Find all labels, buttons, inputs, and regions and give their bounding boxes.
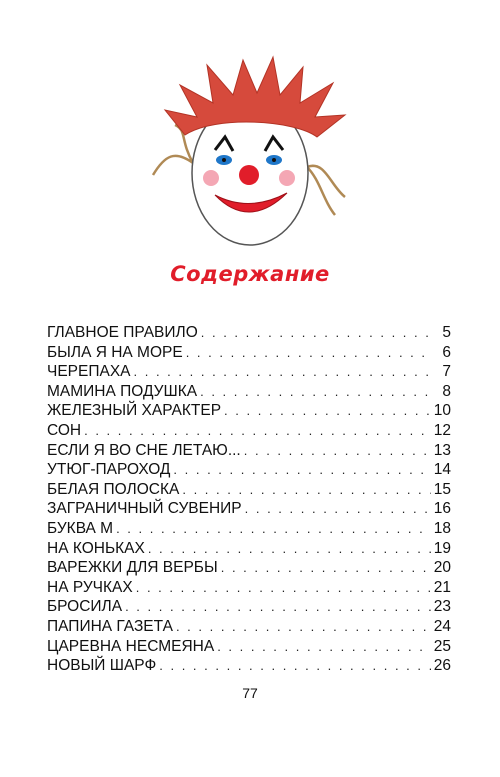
toc-entry-title: НОВЫЙ ШАРФ [47,657,157,675]
toc-leader-dots [173,462,430,477]
toc-entry-title: ЧЕРЕПАХА [47,363,131,381]
toc-entry-page: 21 [433,578,451,596]
toc-entry [47,598,451,618]
toc-entry-title: УТЮГ-ПАРОХОД [47,461,171,479]
toc-leader-dots [116,521,431,536]
toc-entry [47,618,451,638]
toc-entry-page: 15 [433,480,451,498]
toc-entry-page: 24 [433,617,451,635]
toc-entry-page: 20 [433,559,451,577]
toc-entry-page: 6 [442,343,451,361]
toc-leader-dots [84,423,431,438]
page-number: 77 [242,685,258,701]
toc-leader-dots [134,364,432,379]
toc-entry [47,324,451,344]
toc-leader-dots [125,599,431,614]
toc-entry-page: 7 [442,363,451,381]
toc-leader-dots [200,384,432,399]
toc-entry-title: БУКВА М [47,519,114,537]
toc-leader-dots [159,658,431,673]
table-of-contents [47,324,451,677]
toc-entry-page: 25 [433,637,451,655]
toc-entry-title: НА КОНЬКАХ [47,539,145,557]
toc-entry [47,481,451,501]
toc-leader-dots [148,541,431,556]
toc-entry-page: 10 [433,402,451,420]
toc-entry-page: 19 [433,539,451,557]
toc-entry [47,442,451,462]
toc-entry-title: БЕЛАЯ ПОЛОСКА [47,480,180,498]
toc-entry [47,559,451,579]
toc-entry-title: ЕСЛИ Я ВО СНЕ ЛЕТАЮ... [47,441,241,459]
toc-entry-page: 5 [442,324,451,341]
toc-entry [47,540,451,560]
toc-entry-page: 18 [433,519,451,537]
toc-leader-dots [182,482,430,497]
toc-entry-page: 12 [433,421,451,439]
toc-entry-title: ЦАРЕВНА НЕСМЕЯНА [47,637,215,655]
toc-entry-page: 26 [433,657,451,675]
toc-leader-dots [245,501,431,516]
toc-leader-dots [136,580,431,595]
toc-entry [47,520,451,540]
toc-entry [47,383,451,403]
toc-entry-title: ВАРЕЖКИ ДЛЯ ВЕРБЫ [47,559,218,577]
toc-entry [47,461,451,481]
toc-entry-title: НА РУЧКАХ [47,578,133,596]
toc-leader-dots [217,639,431,654]
toc-entry-title: СОН [47,421,82,439]
toc-leader-dots [244,443,431,458]
toc-leader-dots [221,560,431,575]
toc-entry-page: 8 [442,382,451,400]
toc-entry [47,402,451,422]
toc-entry-title: ЗАГРАНИЧНЫЙ СУВЕНИР [47,500,242,518]
clown-mask-illustration [145,55,355,255]
toc-leader-dots [224,403,431,418]
toc-entry [47,500,451,520]
toc-entry-page: 13 [433,441,451,459]
toc-leader-dots [176,619,431,634]
toc-entry [47,422,451,442]
toc-entry-title: ПАПИНА ГАЗЕТА [47,617,173,635]
toc-entry [47,579,451,599]
toc-entry-title: БЫЛА Я НА МОРЕ [47,343,183,361]
toc-leader-dots [201,325,432,340]
toc-entry-page: 14 [433,461,451,479]
toc-entry [47,638,451,658]
toc-entry-title: ГЛАВНОЕ ПРАВИЛО [47,324,198,341]
toc-entry [47,657,451,677]
page-title: Содержание [170,262,330,286]
toc-entry-page: 23 [433,598,451,616]
toc-entry-title: ЖЕЛЕЗНЫЙ ХАРАКТЕР [47,402,222,420]
toc-entry-title: БРОСИЛА [47,598,123,616]
toc-entry [47,363,451,383]
toc-leader-dots [186,345,432,360]
toc-entry-title: МАМИНА ПОДУШКА [47,382,198,400]
toc-entry-page: 16 [433,500,451,518]
toc-entry [47,344,451,364]
